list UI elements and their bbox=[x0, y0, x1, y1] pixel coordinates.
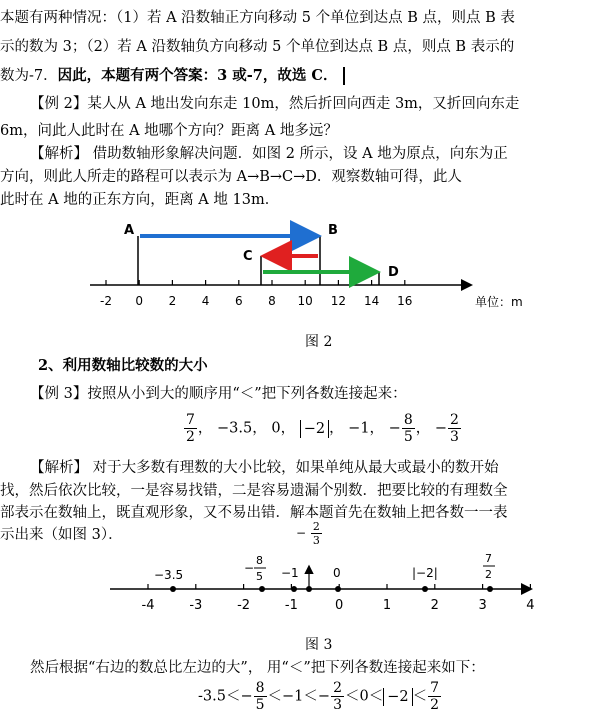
label-abs-2: |−2| bbox=[412, 566, 438, 580]
figure-2-number-line bbox=[0, 220, 603, 320]
tick-label: 2 bbox=[168, 294, 177, 308]
label-7-2-den: 2 bbox=[485, 568, 492, 581]
tick-label: 16 bbox=[397, 294, 413, 308]
point-neg-3-5 bbox=[170, 586, 176, 592]
point-b-label: B bbox=[328, 223, 338, 238]
point-zero bbox=[335, 586, 341, 592]
intro-line-2: 示的数为 3；（2）若 A 沿数轴负方向移动 5 个单位到达点 B 点，则点 B 表示的 bbox=[0, 39, 515, 55]
figure-2-caption: 图 2 bbox=[305, 334, 333, 350]
fraction-2-3: $\frac{2}{3}$ bbox=[450, 412, 459, 445]
point-c-label: C bbox=[243, 249, 253, 264]
example3-analysis-4: 示出来（如图 3）． bbox=[0, 527, 123, 543]
label-zero: 0 bbox=[333, 566, 341, 580]
example2-line-1: 【例 2】某人从 A 地出发向东走 10m，然后折回向西走 3m，又折回向东走 bbox=[30, 96, 520, 112]
numbers-part: ， − bbox=[415, 420, 447, 437]
point-neg-8-5 bbox=[259, 586, 265, 592]
unit-label: 单位：m bbox=[475, 295, 523, 309]
tick-label: 4 bbox=[526, 598, 535, 613]
example3-line-1: 【例 3】按照从小到大的顺序用“＜”把下列各数连接起来： bbox=[30, 386, 407, 402]
fraction-8-5: $\frac{8}{5}$ bbox=[403, 412, 413, 445]
tick-label: 2 bbox=[430, 598, 439, 613]
point-abs-2 bbox=[422, 586, 428, 592]
example3-analysis-2: 找，然后依次比较，一是容易找错，二是容易遗漏个别数．把要比较的有理数全 bbox=[0, 483, 508, 499]
example2-analysis-2: 方向，则此人所走的路程可以表示为 A→B→C→D．观察数轴可得，此人 bbox=[0, 169, 462, 185]
tick-label: 0 bbox=[335, 598, 344, 613]
numbers-part: ， −3.5， 0， bbox=[197, 420, 296, 437]
intro-line-3 bbox=[0, 66, 345, 86]
text-cursor bbox=[343, 67, 345, 85]
label-neg-8-5-den: 5 bbox=[256, 570, 263, 583]
tick-label: -2 bbox=[100, 294, 112, 308]
example2-analysis-3: 此时在 A 地的正东方向，距离 A 地 13m． bbox=[0, 192, 280, 208]
tick-label: 10 bbox=[297, 294, 313, 308]
example3-analysis-3: 部表示在数轴上，既直观形象，又不易出错．解本题首先在数轴上把各数一一表 bbox=[0, 505, 508, 521]
section-2-title: 2、利用数轴比较数的大小 bbox=[38, 357, 208, 374]
figure-3-number-line bbox=[0, 545, 603, 625]
tick-label: 3 bbox=[478, 598, 487, 613]
label-neg-1: −1 bbox=[281, 566, 299, 580]
tick-label: -4 bbox=[141, 598, 155, 613]
intro-line-3a: 数为-7． bbox=[0, 68, 58, 84]
tick-label: 12 bbox=[330, 294, 347, 308]
example2-analysis-1: 【解析】 借助数轴形象解决问题．如图 2 所示，设 A 地为原点，向东为正 bbox=[30, 146, 508, 162]
abs-value: −2 bbox=[300, 420, 329, 438]
intro-conclusion: 因此，本题有两个答案：3 或-7，故选 C． bbox=[57, 67, 338, 84]
conclusion-inequality: -3.5＜− $\frac{8}{5}$ ＜−1＜− $\frac{2}{3}$ ＜0＜ −2 ＜ $\frac{7}{2}$ bbox=[198, 680, 440, 713]
point-neg-1 bbox=[291, 586, 297, 592]
point-a-label: A bbox=[124, 223, 135, 238]
point-7-2 bbox=[487, 586, 493, 592]
tick-label: -2 bbox=[237, 598, 251, 613]
tick-label: 6 bbox=[234, 294, 243, 308]
numbers-part: ， −1， − bbox=[329, 420, 401, 437]
tick-label: 4 bbox=[201, 294, 210, 308]
example3-number-list bbox=[183, 412, 462, 445]
tick-label: -3 bbox=[189, 598, 203, 613]
example3-analysis-1: 【解析】 对于大多数有理数的大小比较，如果单纯从最大或最小的数开始 bbox=[30, 460, 499, 476]
label-7-2-num: 7 bbox=[485, 552, 492, 565]
axis-ticks bbox=[100, 280, 412, 308]
label-neg-2-3: − $\frac{2}{3}$ bbox=[296, 520, 320, 547]
figure-3-caption: 图 3 bbox=[305, 637, 333, 653]
intro-line-1: 本题有两种情况：（1）若 A 沿数轴正方向移动 5 个单位到达点 B 点，则点 B 表 bbox=[0, 10, 515, 26]
tick-label: 1 bbox=[382, 598, 392, 613]
label-neg-8-5-num: 8 bbox=[256, 554, 263, 567]
label-neg-8-5-minus: − bbox=[244, 561, 255, 575]
tick-label: 0 bbox=[135, 294, 144, 308]
tick-label: 14 bbox=[363, 294, 380, 308]
tick-label: 8 bbox=[268, 294, 276, 308]
tick-label: -1 bbox=[284, 598, 298, 613]
fraction-7-2: $\frac{7}{2}$ bbox=[186, 412, 195, 445]
point-d-label: D bbox=[388, 265, 399, 280]
label-neg-3-5: −3.5 bbox=[154, 568, 184, 582]
example2-line-2: 6m，问此人此时在 A 地哪个方向？距离 A 地多远？ bbox=[0, 123, 338, 139]
conclusion-line-1: 然后根据“右边的数总比左边的大”， 用“＜”把下列各数连接起来如下： bbox=[30, 660, 485, 676]
